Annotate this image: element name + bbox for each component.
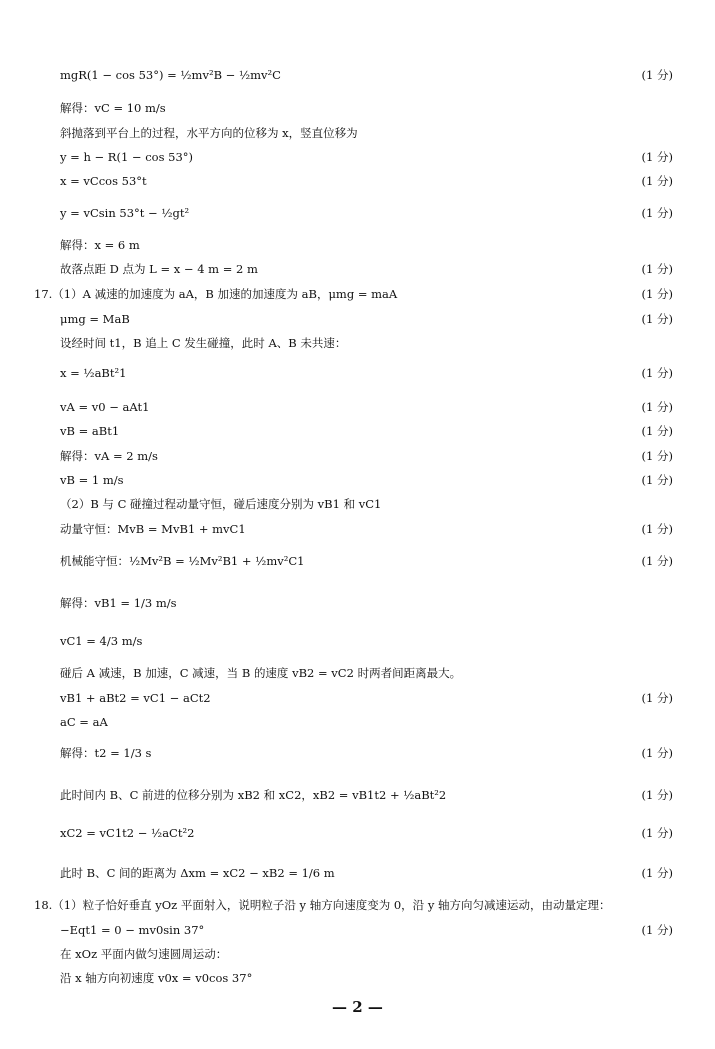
equation-line: x = vCcos 53°t — [60, 174, 147, 188]
text-line: 动量守恒：MvB = MvB1 + mvC1 — [60, 522, 246, 536]
score-label: (1 分) — [641, 788, 673, 802]
equation-line: mgR(1 − cos 53°) = ½mv²B − ½mv²C — [60, 68, 281, 82]
score-label: (1 分) — [641, 826, 673, 840]
equation-line: y = vCsin 53°t − ½gt² — [60, 206, 190, 220]
score-label: (1 分) — [641, 449, 673, 463]
score-label: (1 分) — [641, 287, 673, 301]
equation-line: y = h − R(1 − cos 53°) — [60, 150, 193, 164]
equation-line: −Eqt1 = 0 − mv0sin 37° — [60, 923, 205, 937]
score-label: (1 分) — [641, 206, 673, 220]
score-label: (1 分) — [641, 150, 673, 164]
text-line: 解得：x = 6 m — [60, 238, 140, 252]
text-line: 斜抛落到平台上的过程，水平方向的位移为 x，竖直位移为 — [60, 126, 358, 140]
equation-line: aC = aA — [60, 715, 108, 729]
text-line: 故落点距 D 点为 L = x − 4 m = 2 m — [60, 262, 258, 276]
equation-line: 机械能守恒：½Mv²B = ½Mv²B1 + ½mv²C1 — [60, 554, 305, 568]
text-line: 设经时间 t1，B 追上 C 发生碰撞，此时 A、B 未共速： — [60, 336, 347, 350]
text-line: 在 xOz 平面内做匀速圆周运动： — [60, 947, 228, 961]
equation-line: xC2 = vC1t2 − ½aCt²2 — [60, 826, 195, 840]
score-label: (1 分) — [641, 400, 673, 414]
equation-line: x = ½aBt²1 — [60, 366, 127, 380]
score-label: (1 分) — [641, 312, 673, 326]
equation-line: vB1 + aBt2 = vC1 − aCt2 — [60, 691, 211, 705]
text-line: 碰后 A 减速，B 加速，C 减速，当 B 的速度 vB2 = vC2 时两者间距离最大。 — [60, 666, 462, 680]
score-label: (1 分) — [641, 473, 673, 487]
page-number: — 2 — — [332, 998, 383, 1016]
text-line: 沿 x 轴方向初速度 v0x = v0cos 37° — [60, 971, 253, 985]
score-label: (1 分) — [641, 866, 673, 880]
problem-18-line: 18.（1）粒子恰好垂直 yOz 平面射入，说明粒子沿 y 轴方向速度变为 0，沿 y 轴方向匀减速运动，由动量定理： — [34, 898, 611, 912]
text-line: （2）B 与 C 碰撞过程动量守恒，碰后速度分别为 vB1 和 vC1 — [60, 497, 382, 511]
text-line: 此时 B、C 间的距离为 Δxm = xC2 − xB2 = 1/6 m — [60, 866, 335, 880]
score-label: (1 分) — [641, 554, 673, 568]
score-label: (1 分) — [641, 691, 673, 705]
score-label: (1 分) — [641, 424, 673, 438]
text-line: 解得：t2 = 1/3 s — [60, 746, 152, 760]
text-line: vC1 = 4/3 m/s — [60, 634, 143, 648]
text-line: vB = 1 m/s — [60, 473, 124, 487]
score-label: (1 分) — [641, 174, 673, 188]
problem-17-line: 17.（1）A 减速的加速度为 aA，B 加速的加速度为 aB，μmg = maA — [34, 287, 398, 301]
score-label: (1 分) — [641, 746, 673, 760]
score-label: (1 分) — [641, 262, 673, 276]
text-line: 此时间内 B、C 前进的位移分别为 xB2 和 xC2，xB2 = vB1t2 + ½aBt²2 — [60, 788, 447, 802]
equation-line: vB = aBt1 — [60, 424, 120, 438]
text-line: 解得：vC = 10 m/s — [60, 101, 166, 115]
text-line: 解得：vB1 = 1/3 m/s — [60, 596, 177, 610]
equation-line: vA = v0 − aAt1 — [60, 400, 150, 414]
score-label: (1 分) — [641, 522, 673, 536]
equation-line: μmg = MaB — [60, 312, 130, 326]
score-label: (1 分) — [641, 923, 673, 937]
score-label: (1 分) — [641, 366, 673, 380]
text-line: 解得：vA = 2 m/s — [60, 449, 158, 463]
score-label: (1 分) — [641, 68, 673, 82]
